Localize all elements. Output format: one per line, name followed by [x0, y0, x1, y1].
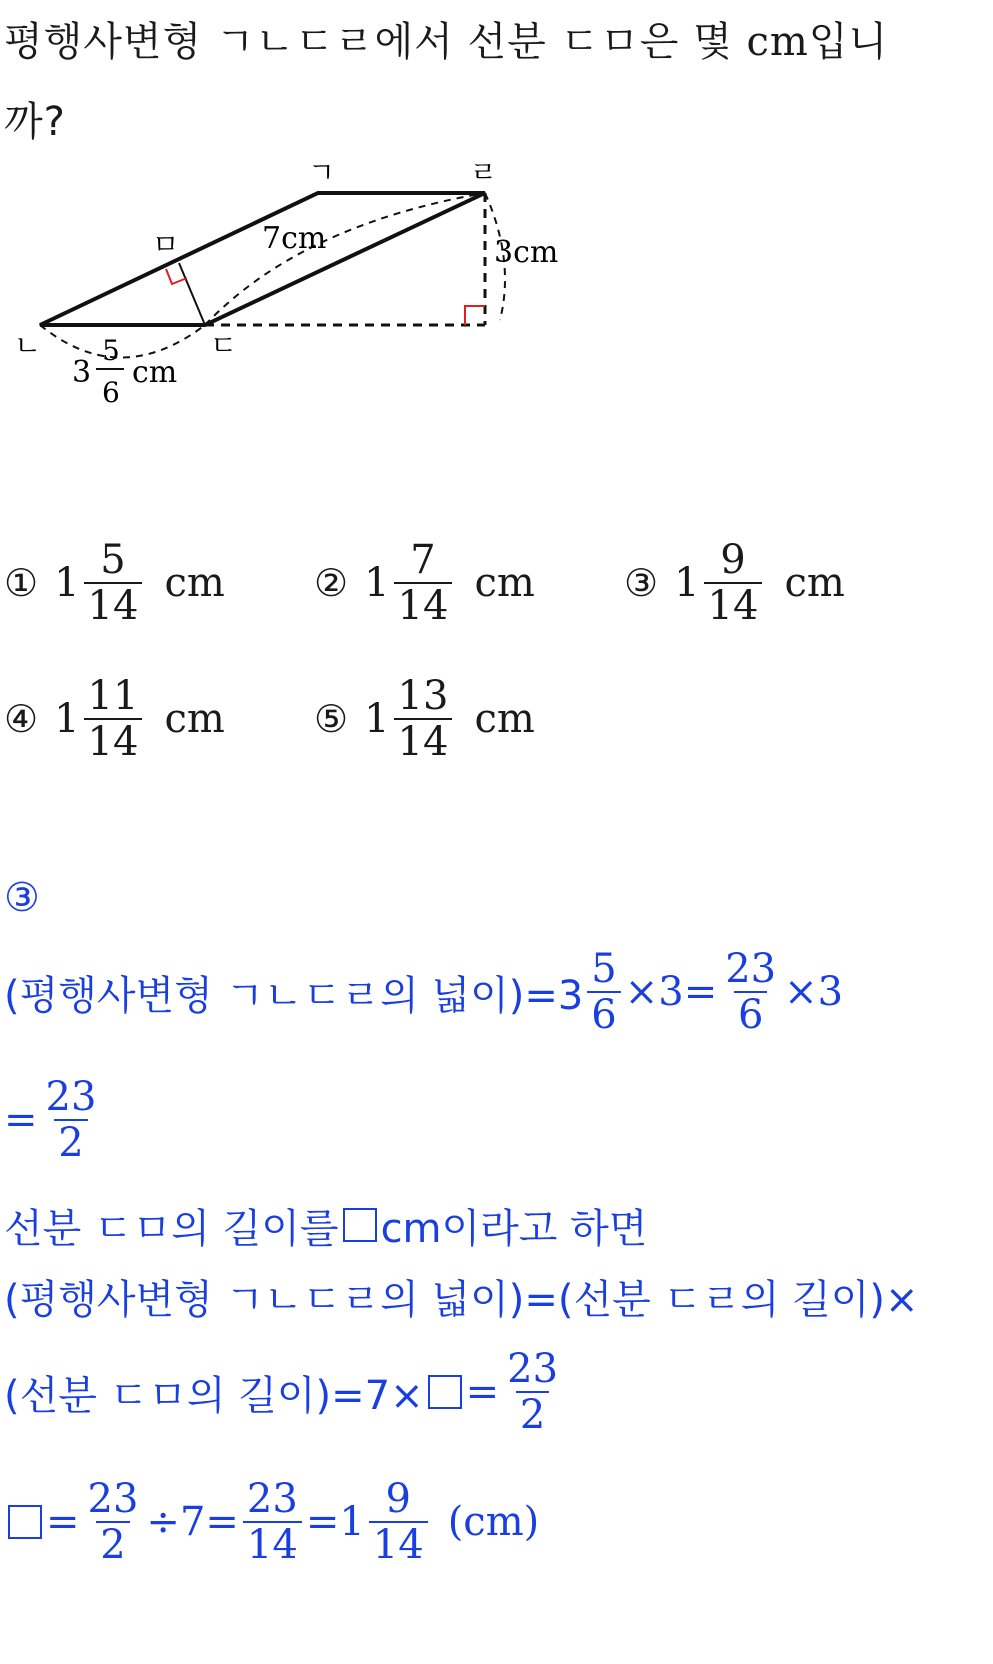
solution-text: ×3	[784, 969, 844, 1015]
solution-line-6	[4, 1472, 539, 1572]
option-fraction	[84, 674, 143, 764]
base-length-num: 5	[102, 334, 120, 367]
option-numerator: 5	[100, 537, 126, 583]
fraction	[84, 1477, 143, 1567]
numerator: 23	[87, 1476, 139, 1522]
option-number: ②	[314, 561, 349, 605]
option-whole: 1	[54, 696, 80, 742]
vertex-label-m: ㅁ	[152, 228, 180, 261]
base-length-den: 6	[102, 376, 120, 409]
solution-line-3	[4, 1195, 647, 1255]
solution-text: =	[465, 1369, 500, 1415]
fraction	[503, 1347, 562, 1437]
option-whole: 1	[54, 560, 80, 606]
numerator: 23	[507, 1346, 559, 1392]
solution-text: cm이라고 하면	[380, 1205, 648, 1252]
fraction	[243, 1477, 302, 1567]
base-length-whole: 3	[72, 355, 92, 390]
option-fraction	[84, 538, 143, 628]
solution-line-2	[4, 1070, 104, 1170]
option-number: ④	[4, 697, 39, 741]
denominator: 14	[369, 1521, 428, 1567]
segment-dm	[179, 263, 205, 325]
option-number: ①	[4, 561, 39, 605]
fraction	[369, 1477, 428, 1567]
solution-line-4	[4, 1266, 918, 1326]
denominator: 2	[516, 1391, 549, 1437]
denominator: 6	[587, 991, 620, 1037]
base-dimension-arc	[40, 325, 205, 358]
answer-mark	[4, 868, 40, 928]
option-unit: cm	[474, 696, 535, 742]
height-length-label: 3cm	[494, 235, 559, 270]
option-number: ⑤	[314, 697, 349, 741]
option-number: ③	[624, 561, 659, 605]
numerator: 23	[45, 1074, 97, 1120]
option-whole: 1	[364, 560, 390, 606]
question-text	[4, 2, 984, 162]
unknown-box	[8, 1505, 42, 1539]
unknown-box	[428, 1375, 462, 1409]
solution-line-5	[4, 1342, 566, 1442]
option-unit: cm	[164, 696, 225, 742]
right-angle-mark-height	[465, 306, 485, 325]
denominator: 2	[96, 1521, 129, 1567]
option-numerator: 9	[720, 537, 746, 583]
option-numerator: 13	[397, 673, 449, 719]
option-5[interactable]	[314, 664, 535, 774]
question-line1: 평행사변형 ㄱㄴㄷㄹ에서 선분 ㄷㅁ은 몇	[4, 19, 747, 65]
option-denominator: 14	[84, 718, 143, 764]
option-denominator: 14	[84, 582, 143, 628]
solution-text: (평행사변형 ㄱㄴㄷㄹ의 넓이)=3	[4, 972, 584, 1019]
solution-line-1	[4, 942, 843, 1042]
base-length-unit: cm	[132, 355, 178, 390]
option-4[interactable]	[4, 664, 225, 774]
option-2[interactable]	[314, 528, 535, 638]
option-denominator: 14	[394, 718, 453, 764]
solution-text: ×3=	[624, 969, 718, 1015]
vertex-label-n: ㄴ	[14, 329, 42, 362]
diag-length-label: 7cm	[262, 221, 327, 256]
numerator: 23	[725, 946, 777, 992]
solution-text: 선분 ㄷㅁ의 길이를	[4, 1205, 339, 1252]
fraction	[721, 947, 780, 1037]
vertex-label-g: ㄱ	[308, 156, 336, 189]
option-denominator: 14	[704, 582, 763, 628]
solution-text: =1	[305, 1499, 365, 1545]
fraction	[587, 947, 620, 1037]
solution-text: (선분 ㄷㅁ의 길이)=7×	[4, 1372, 424, 1419]
solution-text: =	[4, 1097, 38, 1143]
parallelogram-figure	[0, 150, 600, 430]
answer-number: ③	[4, 875, 40, 921]
option-1[interactable]	[4, 528, 225, 638]
solution-text: =	[46, 1499, 80, 1545]
vertex-label-r: ㄹ	[470, 156, 498, 189]
solution-text: (cm)	[447, 1499, 540, 1545]
option-numerator: 11	[87, 673, 139, 719]
option-3[interactable]	[624, 528, 845, 638]
option-fraction	[704, 538, 763, 628]
option-unit: cm	[784, 560, 845, 606]
option-fraction	[394, 674, 453, 764]
parallelogram-shape	[40, 193, 485, 325]
vertex-label-d: ㄷ	[210, 329, 238, 362]
denominator: 2	[54, 1119, 87, 1165]
unknown-box	[343, 1208, 377, 1242]
option-unit: cm	[474, 560, 535, 606]
option-fraction	[394, 538, 453, 628]
question-line2: 까?	[4, 99, 66, 145]
solution-text: ÷7=	[146, 1499, 239, 1545]
numerator: 23	[246, 1476, 298, 1522]
denominator: 14	[243, 1521, 302, 1567]
numerator: 5	[591, 946, 617, 992]
option-numerator: 7	[410, 537, 436, 583]
fraction	[42, 1075, 101, 1165]
option-whole: 1	[364, 696, 390, 742]
question-unit: cm	[746, 19, 809, 65]
numerator: 9	[385, 1476, 411, 1522]
question-line1-suffix: 입니	[808, 19, 889, 65]
option-unit: cm	[164, 560, 225, 606]
solution-text: (평행사변형 ㄱㄴㄷㄹ의 넓이)=(선분 ㄷㄹ의 길이)×	[4, 1276, 919, 1323]
option-whole: 1	[674, 560, 700, 606]
option-denominator: 14	[394, 582, 453, 628]
denominator: 6	[734, 991, 767, 1037]
